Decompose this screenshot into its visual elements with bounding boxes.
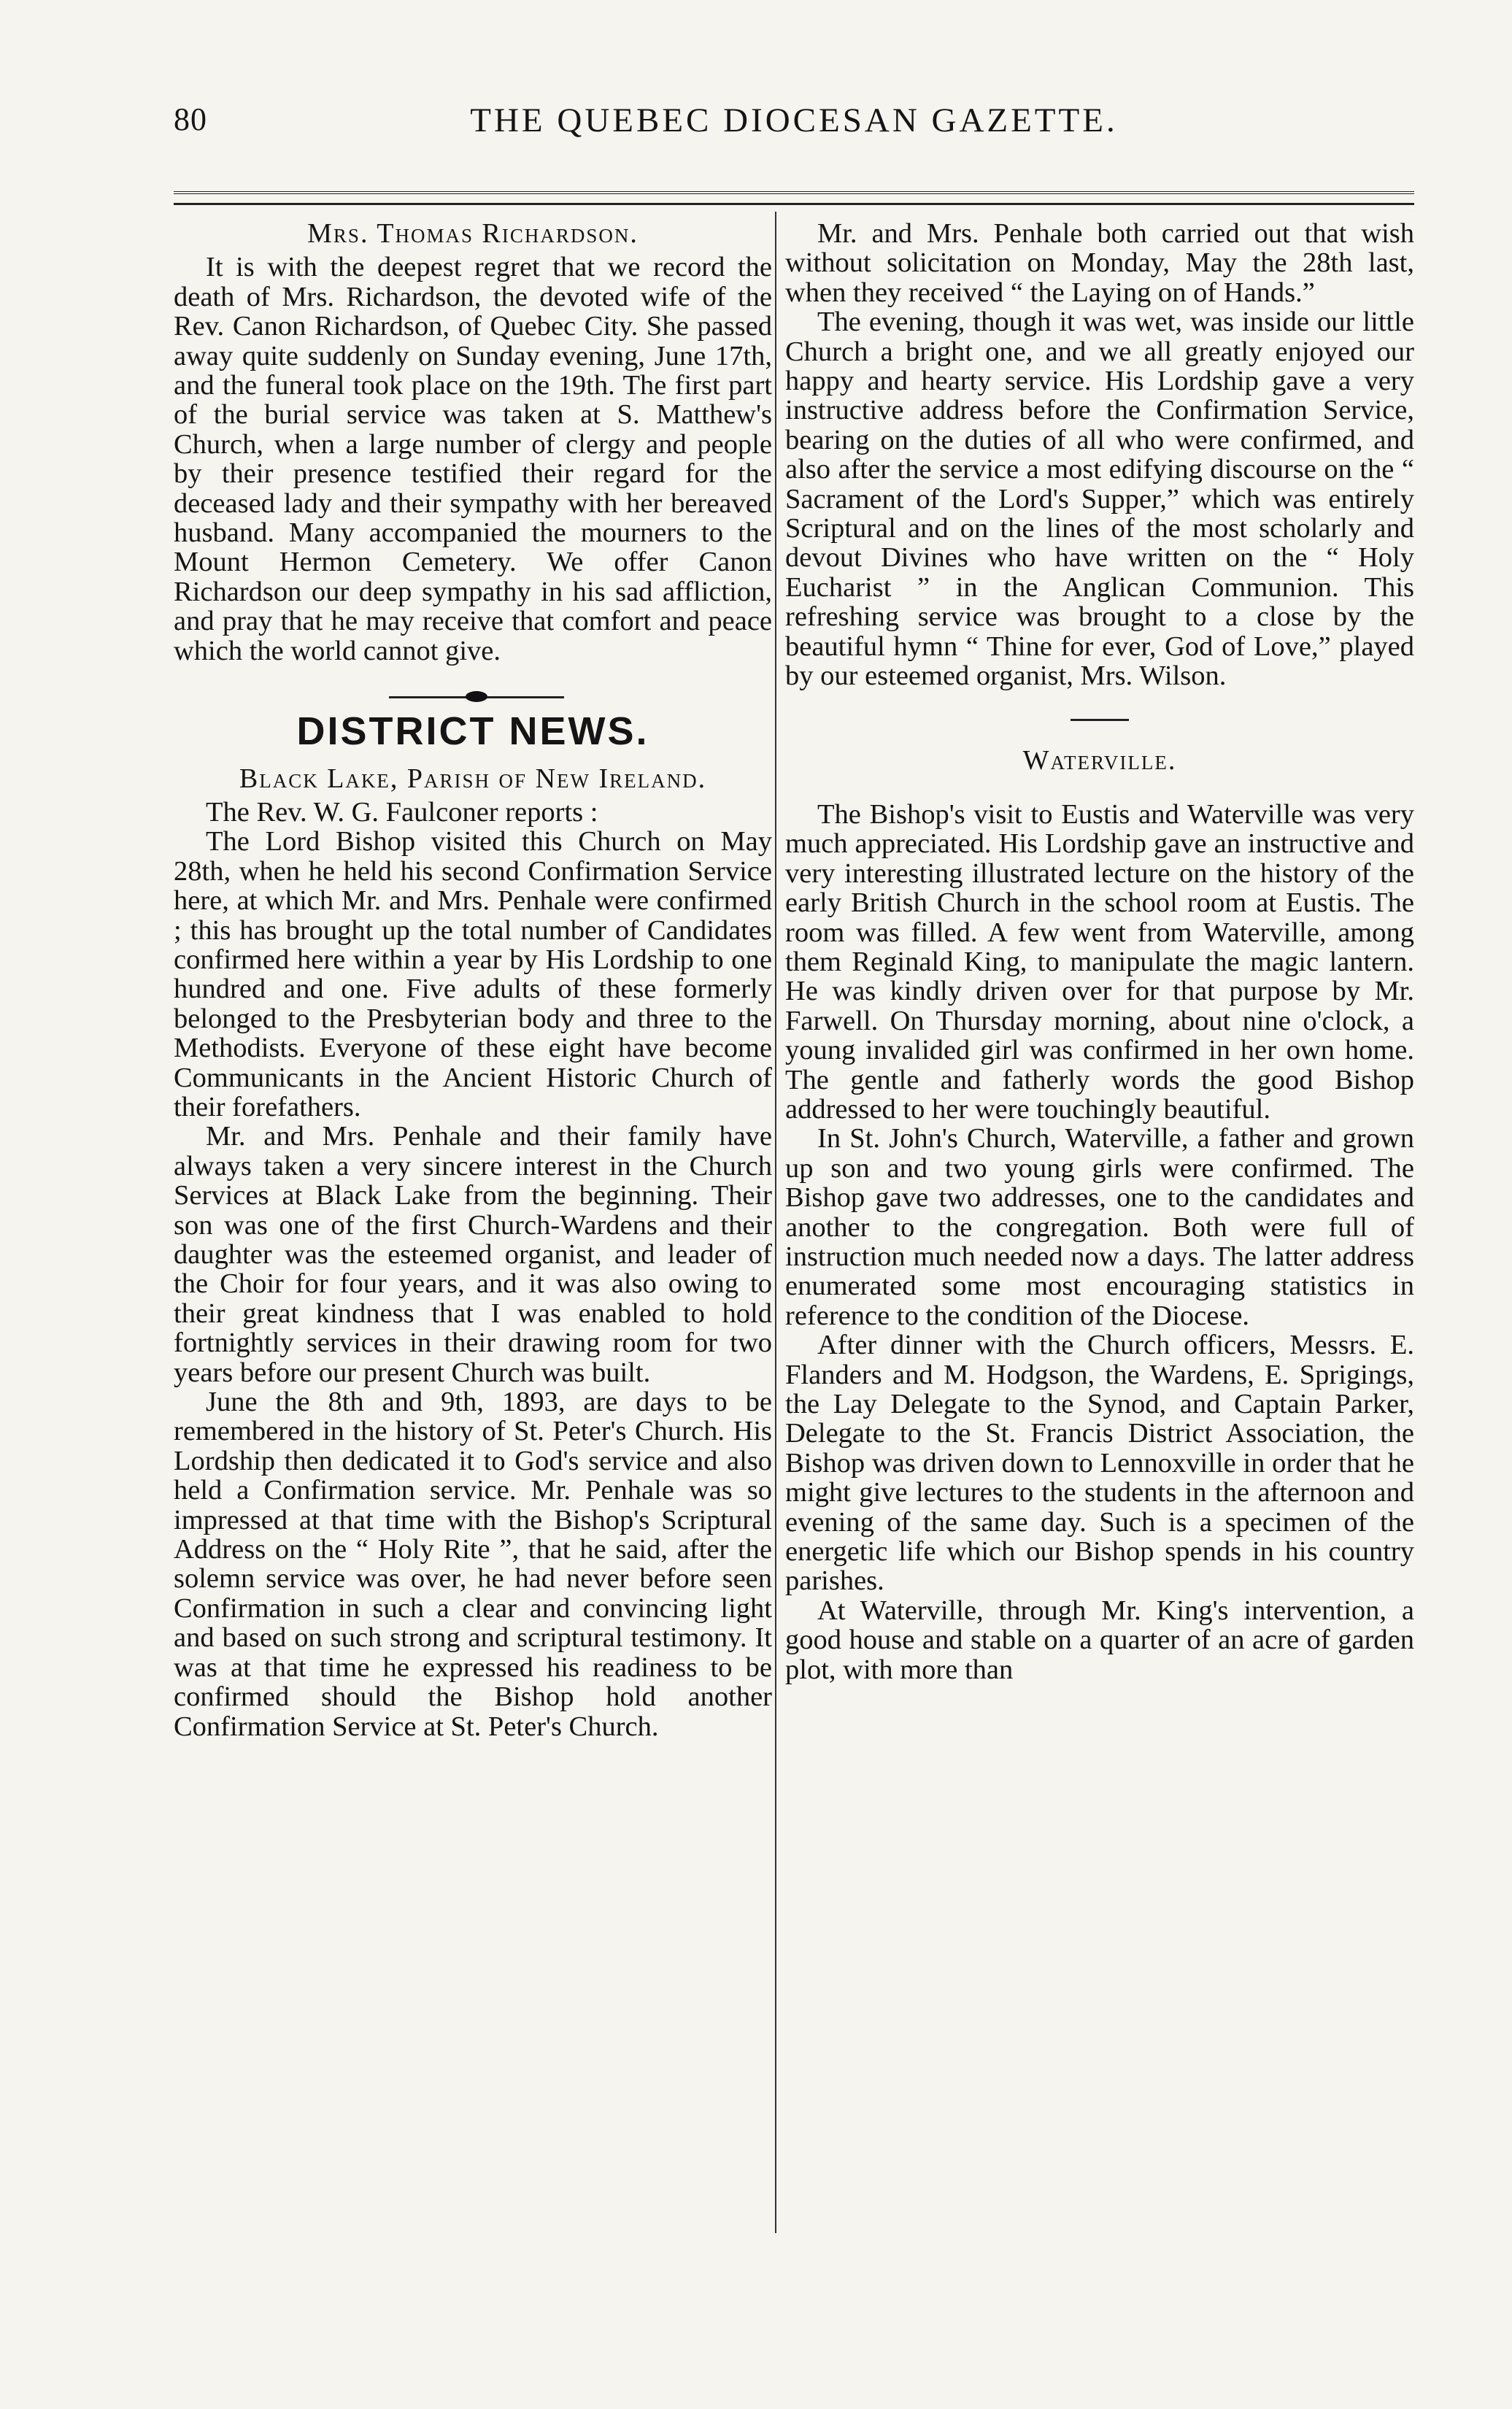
black-lake-heading: Black Lake, Parish of New Ireland.: [239, 763, 707, 794]
paragraph: Mr. and Mrs. Penhale and their family have always taken a very sincere interest in the Church Services at Black Lake from the beginning. Their son was one of the first Church-Wardens and their daughter was the esteemed organist, and leader of the Choir for four years, and it was also owing to their great kindness that I was enabled to hold fortnightly services in their drawing room for two years before our present Church was built.: [174, 1121, 772, 1388]
right-column: [785, 219, 1414, 1684]
district-news-title: DISTRICT NEWS.: [296, 709, 649, 754]
paragraph: Mr. and Mrs. Penhale both carried out that wish without solicitation on Monday, May the 28th last, when they received “ the Laying on of Hands.”: [785, 218, 1414, 308]
paragraph: June the 8th and 9th, 1893, are days to be remembered in the history of St. Peter's Church. His Lordship then dedicated it to God's service and also held a Confirmation service. Mr. Penhale was so impressed at that time with the Bishop's Scriptural Address on the “ Holy Rite ”, that he said, after the solemn service was over, he had never before seen Confirmation in such a clear and convincing light and based on such strong and scriptural testimony. It was at that time he expressed his readiness to be confirmed should the Bishop hold another Confirmation Service at St. Peter's Church.: [174, 1387, 772, 1742]
paragraph: In St. John's Church, Waterville, a father and grown up son and two young girls were confirmed. The Bishop gave two addresses, one to the candidates and another to the congregation. Both were full of instruction much needed now a days. The latter address enumerated some most encouraging statistics in reference to the condition of the Diocese.: [785, 1123, 1414, 1331]
obituary-paragraph: It is with the deepest regret that we record the death of Mrs. Richardson, the devoted wife of the Rev. Canon Richardson, of Quebec City. She passed away quite suddenly on Sunday evening, June 17th, and the funeral took place on the 19th. The first part of the burial service was taken at S. Matthew's Church, when a large number of clergy and people by their presence testified their regard for the deceased lady and their sympathy with her bereaved husband. Many accompanied the mourners to the Mount Hermon Cemetery. We offer Canon Richardson our deep sympathy in his sad affliction, and pray that he may receive that comfort and peace which the world cannot give.: [174, 252, 772, 666]
reporter-line: The Rev. W. G. Faulconer reports :: [206, 796, 598, 828]
paragraph: The evening, though it was wet, was inside our little Church a bright one, and we all greatly enjoyed our happy and hearty service. His Lordship gave a very instructive address before the Confirmation Service, bearing on the duties of all who were confirmed, and also after the service a most edifying discourse on the “ Sacrament of the Lord's Supper,” which was entirely Scriptural and on the lines of the most scholarly and devout Divines who have written on the “ Holy Eucharist ” in the Anglican Communion. This refreshing service was brought to a close by the beautiful hymn “ Thine for ever, God of Love,” played by our esteemed organist, Mrs. Wilson.: [785, 307, 1414, 692]
publication-title: THE QUEBEC DIOCESAN GAZETTE.: [470, 101, 1118, 139]
column-divider: [775, 212, 776, 2233]
paragraph: The Lord Bishop visited this Church on May 28th, when he held his second Confirmation Service here, at which Mr. and Mrs. Penhale were confirmed ; this has brought up the total number of Candidates confirmed here within a year by His Lordship to one hundred and one. Five adults of these formerly belonged to the Presbyterian body and three to the Methodists. Everyone of these eight have become Communicants in the Ancient Historic Church of their forefathers.: [174, 826, 772, 1122]
section-rule: [1071, 719, 1129, 721]
section-ornament: [174, 685, 772, 709]
page-number: 80: [174, 101, 207, 137]
paragraph: The Bishop's visit to Eustis and Waterville was very much appreciated. His Lordship gave an instructive and very interesting illustrated lecture on the history of the early British Church in the school room at Eustis. The room was filled. A few went from Waterville, among them Reginald King, to manipulate the magic lantern. He was kindly driven over for that purpose by Mr. Farwell. On Thursday morning, about nine o'clock, a young invalided girl was confirmed in her own home. The gentle and fatherly words the good Bishop addressed to her were touchingly beautiful.: [785, 798, 1414, 1125]
waterville-heading: Waterville.: [1022, 744, 1177, 776]
left-column: [174, 219, 772, 1741]
page-header: [174, 101, 1414, 166]
header-rule: [174, 191, 1414, 205]
paragraph: After dinner with the Church officers, Messrs. E. Flanders and M. Hodgson, the Wardens, E. Sprigings, the Lay Delegate to the Synod, and Captain Parker, Delegate to the St. Francis District Association, the Bishop was driven down to Lennoxville in order that he might give lectures to the students in the afternoon and evening of the same day. Such is a specimen of the energetic life which our Bishop spends in his country parishes.: [785, 1330, 1414, 1597]
obituary-heading: Mrs. Thomas Richardson.: [307, 218, 639, 249]
paragraph: At Waterville, through Mr. King's intervention, a good house and stable on a quarter of an acre of garden plot, with more than: [785, 1595, 1414, 1685]
